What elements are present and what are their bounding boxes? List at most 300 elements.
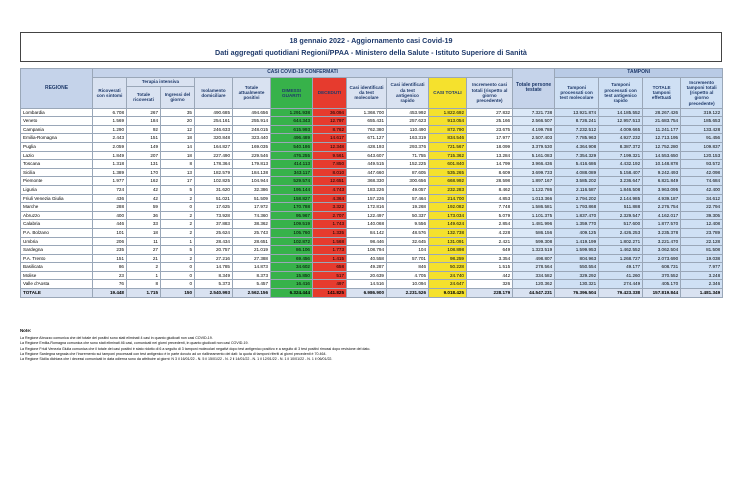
col-positivi: Totale attualmente positivi: [233, 78, 271, 109]
value-cell: 14.617: [313, 134, 347, 143]
value-cell: 1.568: [313, 237, 347, 246]
value-cell: 102.872: [271, 237, 313, 246]
value-cell: 25.743: [233, 228, 271, 237]
report-sheet: [20, 32, 722, 298]
value-cell: 3.699.733: [513, 168, 555, 177]
value-cell: 6.986.900: [347, 289, 387, 298]
value-cell: 10.148.878: [643, 160, 681, 169]
col-persone: Totale persone testate: [513, 69, 555, 109]
value-cell: 12.752.280: [643, 142, 681, 151]
value-cell: 8.349: [195, 271, 233, 280]
value-cell: 12.651: [313, 177, 347, 186]
value-cell: 18.099: [467, 142, 513, 151]
covid-table: [20, 68, 723, 298]
value-cell: 36.094: [313, 108, 347, 117]
value-cell: 2.426.253: [599, 228, 643, 237]
value-cell: 2.566.507: [513, 117, 555, 126]
report-subtitle: Dati aggregati quotidiani Regioni/PPAA - Ministero della Salute - Istituto Superiore di Sanità: [215, 48, 527, 57]
value-cell: 27.216: [195, 254, 233, 263]
value-cell: 2.540.993: [195, 289, 233, 298]
value-cell: 3.379.530: [513, 142, 555, 151]
region-cell: Toscana: [21, 160, 93, 169]
value-cell: 152.225: [387, 160, 429, 169]
value-cell: 20: [161, 117, 195, 126]
value-cell: 436: [93, 194, 127, 203]
value-cell: 497: [313, 280, 347, 289]
value-cell: 49.057: [387, 185, 429, 194]
value-cell: 7.354.329: [555, 151, 599, 160]
value-cell: 6.324.444: [271, 289, 313, 298]
value-cell: 494.656: [233, 108, 271, 117]
value-cell: 2.073.690: [643, 254, 681, 263]
value-cell: 540.186: [271, 142, 313, 151]
value-cell: 172.816: [347, 203, 387, 212]
table-row: [21, 211, 723, 220]
note-line: La Regione Sardegna segnala che l'incremento sui tamponi processati con test antigenico è in parte dovuto ad un riallineamento dei dati: la quota di tamponi riferiti ai giorni precedenti è 70.464.: [20, 351, 327, 356]
value-cell: 170.788: [271, 203, 313, 212]
value-cell: 599.308: [513, 237, 555, 246]
value-cell: 27.832: [467, 108, 513, 117]
col-ti-ingressi: Ingressi del giorno: [161, 86, 195, 108]
value-cell: 6.821.849: [643, 177, 681, 186]
value-cell: 21.019: [233, 246, 271, 255]
region-cell: Piemonte: [21, 177, 93, 186]
band-casi: CASI COVID-19 CONFERMATI: [93, 69, 513, 78]
value-cell: 428.193: [347, 142, 387, 151]
value-cell: 2: [161, 211, 195, 220]
value-cell: 37.883: [195, 220, 233, 229]
region-cell: Valle d'Aosta: [21, 280, 93, 289]
value-cell: 19.038: [681, 254, 723, 263]
value-cell: 14.799: [467, 160, 513, 169]
value-cell: 655.431: [347, 117, 387, 126]
value-cell: 13.284: [467, 151, 513, 160]
value-cell: 38.362: [233, 220, 271, 229]
value-cell: 490.685: [195, 108, 233, 117]
region-cell: Friuli Venezia Giulia: [21, 194, 93, 203]
value-cell: 8.462: [467, 185, 513, 194]
value-cell: 4.432.192: [599, 160, 643, 169]
value-cell: 447.660: [347, 168, 387, 177]
value-cell: 10.094: [387, 280, 429, 289]
value-cell: 671.127: [347, 134, 387, 143]
value-cell: 8: [127, 280, 161, 289]
value-cell: 12.957.513: [599, 117, 643, 126]
value-cell: 278.564: [513, 263, 555, 272]
value-cell: 34.612: [681, 194, 723, 203]
value-cell: 3.354: [467, 254, 513, 263]
value-cell: 18: [161, 151, 195, 160]
value-cell: 2.329.547: [599, 211, 643, 220]
notes-title: Note:: [20, 328, 32, 333]
value-cell: 1: [161, 237, 195, 246]
value-cell: 4.364: [313, 194, 347, 203]
value-cell: 86.106: [271, 246, 313, 255]
table-row: [21, 220, 723, 229]
table-row: [21, 134, 723, 143]
value-cell: 1.101.375: [513, 211, 555, 220]
value-cell: 2.059: [93, 142, 127, 151]
value-cell: 1.268.727: [599, 254, 643, 263]
value-cell: 1.481.996: [513, 220, 555, 229]
value-cell: 254.161: [195, 117, 233, 126]
value-cell: 1.318: [93, 160, 127, 169]
value-cell: 162: [127, 177, 161, 186]
value-cell: 39.305: [681, 211, 723, 220]
value-cell: 33: [127, 220, 161, 229]
value-cell: 846: [387, 263, 429, 272]
value-cell: 1: [127, 271, 161, 280]
value-cell: 40.558: [347, 254, 387, 263]
value-cell: 1.481.349: [681, 289, 723, 298]
value-cell: 51.509: [233, 194, 271, 203]
region-cell: Basilicata: [21, 263, 93, 272]
value-cell: 550.554: [555, 263, 599, 272]
value-cell: 4.009.665: [599, 125, 643, 134]
value-cell: 834.546: [429, 134, 467, 143]
table-row: [21, 117, 723, 126]
value-cell: 409.125: [555, 228, 599, 237]
value-cell: 1.359.770: [555, 220, 599, 229]
value-cell: 109.837: [681, 142, 723, 151]
col-tamp-tot: TOTALE tamponi effettuati: [643, 78, 681, 109]
value-cell: 4.199.788: [513, 125, 555, 134]
value-cell: 2: [161, 228, 195, 237]
region-cell: Calabria: [21, 220, 93, 229]
note-line: La Regione Emilia-Romagna comunica che sono stati eliminati 46 casi, comunicati nei giorni precedenti, in quanto giudicati non casi COVID-19.: [20, 341, 249, 346]
value-cell: 42.098: [681, 168, 723, 177]
value-cell: 1.586.581: [513, 203, 555, 212]
value-cell: 4.743: [313, 185, 347, 194]
value-cell: 73.928: [195, 211, 233, 220]
value-cell: 9.556: [387, 220, 429, 229]
value-cell: 1.569: [93, 117, 127, 126]
value-cell: 511.888: [599, 203, 643, 212]
value-cell: 50.228: [429, 263, 467, 272]
value-cell: 762.380: [347, 125, 387, 134]
value-cell: 235: [93, 246, 127, 255]
value-cell: 9.561: [313, 151, 347, 160]
value-cell: 5.158.407: [599, 168, 643, 177]
value-cell: 644.343: [271, 117, 313, 126]
col-incremento: Incremento casi totali (rispetto al giorno precedente): [467, 78, 513, 109]
value-cell: 0: [161, 203, 195, 212]
region-cell: Liguria: [21, 185, 93, 194]
value-cell: 24.740: [429, 271, 467, 280]
value-cell: 133.428: [681, 125, 723, 134]
value-cell: 4.228: [467, 228, 513, 237]
value-cell: 4.927.232: [599, 134, 643, 143]
value-cell: 0: [161, 263, 195, 272]
value-cell: 17.977: [467, 134, 513, 143]
value-cell: 4.853: [467, 194, 513, 203]
value-cell: 104: [387, 246, 429, 255]
col-casi-ant: Casi identificati da test antigenico rapido: [387, 78, 429, 109]
region-cell: Campania: [21, 125, 93, 134]
value-cell: 1.415: [313, 254, 347, 263]
table-row: [21, 151, 723, 160]
value-cell: 1.368.700: [347, 108, 387, 117]
value-cell: 9.242.493: [643, 168, 681, 177]
value-cell: 804.963: [555, 254, 599, 263]
table-row: [21, 185, 723, 194]
value-cell: 1.122.786: [513, 185, 555, 194]
value-cell: 1.793.868: [555, 203, 599, 212]
value-cell: 1.743: [313, 220, 347, 229]
region-cell: Marche: [21, 203, 93, 212]
value-cell: 517: [313, 271, 347, 280]
value-cell: 476.255: [271, 151, 313, 160]
region-cell: Emilia-Romagna: [21, 134, 93, 143]
value-cell: 179.813: [233, 160, 271, 169]
value-cell: 496.489: [271, 134, 313, 143]
value-cell: 14.185.552: [599, 108, 643, 117]
value-cell: 149: [127, 142, 161, 151]
value-cell: 4.364.908: [555, 142, 599, 151]
value-cell: 8: [161, 160, 195, 169]
value-cell: 192.082: [429, 203, 467, 212]
value-cell: 267: [127, 108, 161, 117]
value-cell: 35: [161, 108, 195, 117]
value-cell: 1.462.552: [599, 246, 643, 255]
table-row: [21, 228, 723, 237]
value-cell: 8.609: [467, 168, 513, 177]
value-cell: 446: [93, 220, 127, 229]
value-cell: 105.760: [271, 228, 313, 237]
value-cell: 131.091: [429, 237, 467, 246]
value-cell: 42: [127, 185, 161, 194]
value-cell: 7.850: [313, 160, 347, 169]
value-cell: 414.113: [271, 160, 313, 169]
value-cell: 3.248: [681, 271, 723, 280]
value-cell: 14.873: [233, 263, 271, 272]
value-cell: 48.576: [387, 228, 429, 237]
value-cell: 28.651: [233, 237, 271, 246]
value-cell: 7.748: [467, 203, 513, 212]
value-cell: 23: [93, 271, 127, 280]
value-cell: 169.035: [233, 142, 271, 151]
value-cell: 108.794: [347, 246, 387, 255]
value-cell: 12: [161, 125, 195, 134]
value-cell: 288: [93, 203, 127, 212]
value-cell: 15.850: [271, 271, 313, 280]
value-cell: 120.153: [681, 151, 723, 160]
value-cell: 1.323.519: [513, 246, 555, 255]
value-cell: 370.552: [643, 271, 681, 280]
col-ricoverati: Ricoverati con sintomi: [93, 78, 127, 109]
value-cell: 101: [93, 228, 127, 237]
value-cell: 104.944: [233, 177, 271, 186]
value-cell: 2.346: [681, 280, 723, 289]
value-cell: 27: [127, 246, 161, 255]
value-cell: 74.360: [233, 211, 271, 220]
col-regione: REGIONE: [21, 69, 93, 109]
table-row: [21, 271, 723, 280]
value-cell: 872.790: [429, 125, 467, 134]
value-cell: 92: [127, 125, 161, 134]
value-cell: 163.319: [387, 134, 429, 143]
col-tamp-mol: Tamponi processati con test molecolare: [555, 78, 599, 109]
region-cell: Abruzzo: [21, 211, 93, 220]
value-cell: 5.373: [195, 280, 233, 289]
col-ti-totale: Totale ricoverati: [127, 86, 161, 108]
value-cell: 300.656: [387, 177, 429, 186]
value-cell: 724: [93, 185, 127, 194]
value-cell: 9.018.425: [429, 289, 467, 298]
value-cell: 19.268: [387, 203, 429, 212]
value-cell: 12.408: [681, 220, 723, 229]
value-cell: 323.440: [233, 134, 271, 143]
value-cell: 1.290: [93, 125, 127, 134]
table-row: [21, 160, 723, 169]
value-cell: 11: [127, 237, 161, 246]
value-cell: 32.645: [387, 237, 429, 246]
region-cell: Sardegna: [21, 246, 93, 255]
value-cell: 5.457: [233, 280, 271, 289]
value-cell: 22.128: [681, 237, 723, 246]
value-cell: 122.497: [347, 211, 387, 220]
value-cell: 4.939.187: [643, 194, 681, 203]
value-cell: 1.802.271: [599, 237, 643, 246]
value-cell: 2.231.526: [387, 289, 429, 298]
value-cell: 319.122: [681, 108, 723, 117]
value-cell: 98.446: [347, 237, 387, 246]
value-cell: 44.547.231: [513, 289, 555, 298]
value-cell: 102.825: [195, 177, 233, 186]
value-cell: 255.914: [233, 117, 271, 126]
value-cell: 42.400: [681, 185, 723, 194]
value-cell: 1.846.508: [599, 185, 643, 194]
value-cell: 74.684: [681, 177, 723, 186]
value-cell: 184.138: [233, 168, 271, 177]
value-cell: 7.232.512: [555, 125, 599, 134]
value-cell: 14: [161, 142, 195, 151]
value-cell: 21.683.754: [643, 117, 681, 126]
value-cell: 34.602: [271, 263, 313, 272]
value-cell: 643.607: [347, 151, 387, 160]
value-cell: 32.386: [233, 185, 271, 194]
table-row: [21, 263, 723, 272]
value-cell: 14.785: [195, 263, 233, 272]
value-cell: 149.624: [429, 220, 467, 229]
value-cell: 7.321.738: [513, 108, 555, 117]
value-cell: 28.598: [467, 177, 513, 186]
value-cell: 1.013.366: [513, 194, 555, 203]
value-cell: 257.623: [387, 117, 429, 126]
value-cell: 8.762: [313, 125, 347, 134]
value-cell: 91.456: [681, 134, 723, 143]
value-cell: 449.515: [347, 160, 387, 169]
value-cell: 2.507.403: [513, 134, 555, 143]
value-cell: 7.199.321: [599, 151, 643, 160]
value-cell: 185.653: [681, 117, 723, 126]
value-cell: 108.898: [429, 246, 467, 255]
value-cell: 20.639: [347, 271, 387, 280]
value-cell: 4.088.089: [555, 168, 599, 177]
region-cell: Lombardia: [21, 108, 93, 117]
region-cell: Puglia: [21, 142, 93, 151]
value-cell: 120.362: [513, 280, 555, 289]
value-cell: 17.625: [195, 203, 233, 212]
value-cell: 3.236.647: [599, 177, 643, 186]
value-cell: 57.464: [387, 194, 429, 203]
value-cell: 84.142: [347, 228, 387, 237]
value-cell: 95.967: [271, 211, 313, 220]
value-cell: 22.794: [681, 203, 723, 212]
value-cell: 2: [161, 194, 195, 203]
value-cell: 76.396.504: [555, 289, 599, 298]
value-cell: 23.789: [681, 228, 723, 237]
value-cell: 1.877.570: [643, 220, 681, 229]
value-cell: 7.977: [681, 263, 723, 272]
value-cell: 1.837.470: [555, 211, 599, 220]
value-cell: 150: [161, 289, 195, 298]
notes-lines: [20, 336, 720, 362]
value-cell: 184: [127, 117, 161, 126]
value-cell: 232.283: [429, 185, 467, 194]
col-isolamento: Isolamento domiciliare: [195, 78, 233, 109]
value-cell: 2: [127, 263, 161, 272]
value-cell: 81.508: [681, 246, 723, 255]
value-cell: 658: [313, 263, 347, 272]
value-cell: 2.707: [313, 211, 347, 220]
value-cell: 586.156: [513, 228, 555, 237]
value-cell: 25.166: [467, 117, 513, 126]
report-title: 18 gennaio 2022 - Aggiornamento casi Covid-19: [289, 36, 453, 45]
value-cell: 1.849: [93, 151, 127, 160]
value-cell: 109.519: [271, 220, 313, 229]
table-row: [21, 203, 723, 212]
region-cell: Umbria: [21, 237, 93, 246]
region-cell: P.A. Bolzano: [21, 228, 93, 237]
value-cell: 8.010: [313, 168, 347, 177]
value-cell: 18: [161, 134, 195, 143]
value-cell: 51.021: [195, 194, 233, 203]
value-cell: 2.443: [93, 134, 127, 143]
band-terapia: Terapia intensiva: [127, 78, 195, 87]
region-cell: Sicilia: [21, 168, 93, 177]
table-row: [21, 177, 723, 186]
value-cell: 76: [93, 280, 127, 289]
value-cell: 1.389: [93, 168, 127, 177]
value-cell: 28.267.426: [643, 108, 681, 117]
value-cell: 17: [161, 177, 195, 186]
value-cell: 183.226: [347, 185, 387, 194]
value-cell: 274.449: [599, 280, 643, 289]
col-tamp-ant: Tamponi processati con test antigenico rapido: [599, 78, 643, 109]
value-cell: 93.572: [681, 160, 723, 169]
value-cell: 8.387.372: [599, 142, 643, 151]
table-row: [21, 280, 723, 289]
value-cell: 157.819.844: [643, 289, 681, 298]
value-cell: 8.726.241: [555, 117, 599, 126]
value-cell: 721.567: [429, 142, 467, 151]
value-cell: 24.647: [429, 280, 467, 289]
table-row: [21, 246, 723, 255]
value-cell: 1.773: [313, 246, 347, 255]
value-cell: 1.515: [467, 263, 513, 272]
total-row: [21, 289, 723, 298]
col-totale-casi: CASI TOTALI: [429, 78, 467, 109]
value-cell: 12.348: [313, 142, 347, 151]
value-cell: 1.291.938: [271, 108, 313, 117]
value-cell: 649: [467, 246, 513, 255]
value-cell: 98.259: [429, 254, 467, 263]
value-cell: 8.373: [233, 271, 271, 280]
value-cell: 4.162.017: [643, 211, 681, 220]
value-cell: 14.553.650: [643, 151, 681, 160]
region-cell: P.A. Trento: [21, 254, 93, 263]
